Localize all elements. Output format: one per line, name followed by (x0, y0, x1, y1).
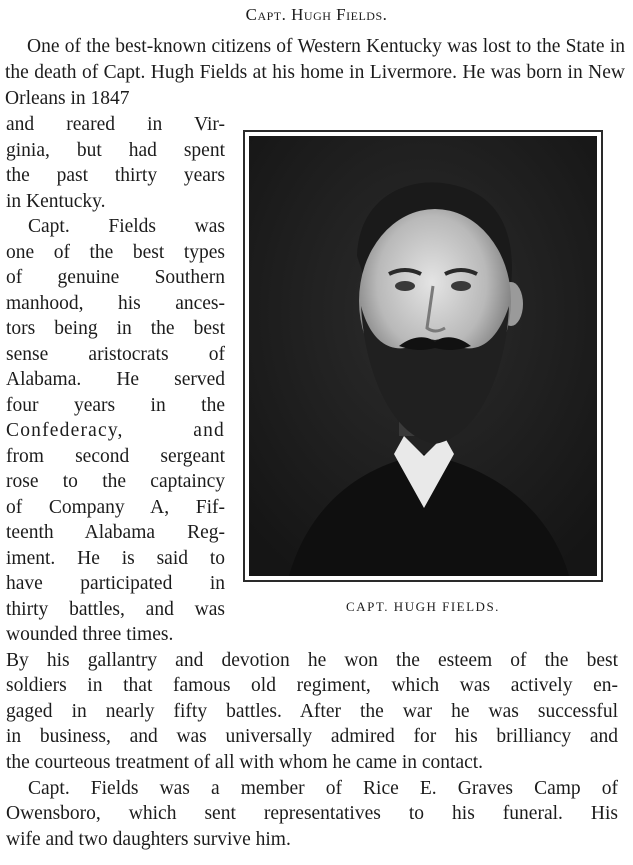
body-line: Capt. Fields was a member of Rice E. Graves Camp of (28, 778, 618, 799)
body-line: wife and two daughters survive him. (6, 829, 291, 850)
body-line: thirty battles, and was (6, 599, 225, 620)
portrait-caption: CAPT. HUGH FIELDS. (346, 599, 500, 614)
body-line: of Company A, Fif- (6, 497, 225, 518)
body-line: and reared in Vir- (6, 114, 225, 135)
body-line: Owensboro, which sent representatives to his funeral. His (6, 803, 618, 824)
title-name: Hugh Fields. (291, 5, 388, 24)
body-line: ginia, but had spent (6, 140, 225, 161)
portrait-photo (249, 136, 597, 576)
article-title (0, 4, 633, 26)
body-line: wounded three times. (6, 624, 174, 645)
body-line: from second sergeant (6, 446, 225, 467)
body-line: teenth Alabama Reg- (6, 522, 225, 543)
body-line: the courteous treatment of all with whom he came in contact. (6, 752, 484, 773)
body-line: Confederacy, and (6, 420, 225, 441)
body-line: Capt. Fields was (28, 216, 225, 237)
body-line: the past thirty years (6, 165, 225, 186)
title-prefix: Capt. (245, 5, 292, 24)
body-line: Alabama. He served (6, 369, 225, 390)
body-line: gaged in nearly fifty battles. After the war he was successful (6, 701, 618, 722)
body-line: of genuine Southern (6, 267, 225, 288)
body-line: iment. He is said to (6, 548, 225, 569)
body-line: one of the best types (6, 242, 225, 263)
portrait-frame (243, 130, 603, 582)
intro-paragraph: One of the best-known citizens of Western Kentucky was lost to the State in the death of Capt. Hugh Fields at his home in Livermore. He was born in New Orleans in 1847 (5, 36, 625, 109)
body-line: By his gallantry and devotion he won the esteem of the best (6, 650, 618, 671)
body-line: have participated in (6, 573, 225, 594)
portrait-illustration (249, 136, 597, 576)
body-line: in business, and was universally admired for his brilliancy and (6, 726, 618, 747)
body-line: rose to the captaincy (6, 471, 225, 492)
body-line: four years in the (6, 395, 225, 416)
body-line: manhood, his ances- (6, 293, 225, 314)
body-line: soldiers in that famous old regiment, which was actively en- (6, 675, 618, 696)
body-line: in Kentucky. (6, 191, 106, 212)
body-line: tors being in the best (6, 318, 225, 339)
body-line: sense aristocrats of (6, 344, 225, 365)
